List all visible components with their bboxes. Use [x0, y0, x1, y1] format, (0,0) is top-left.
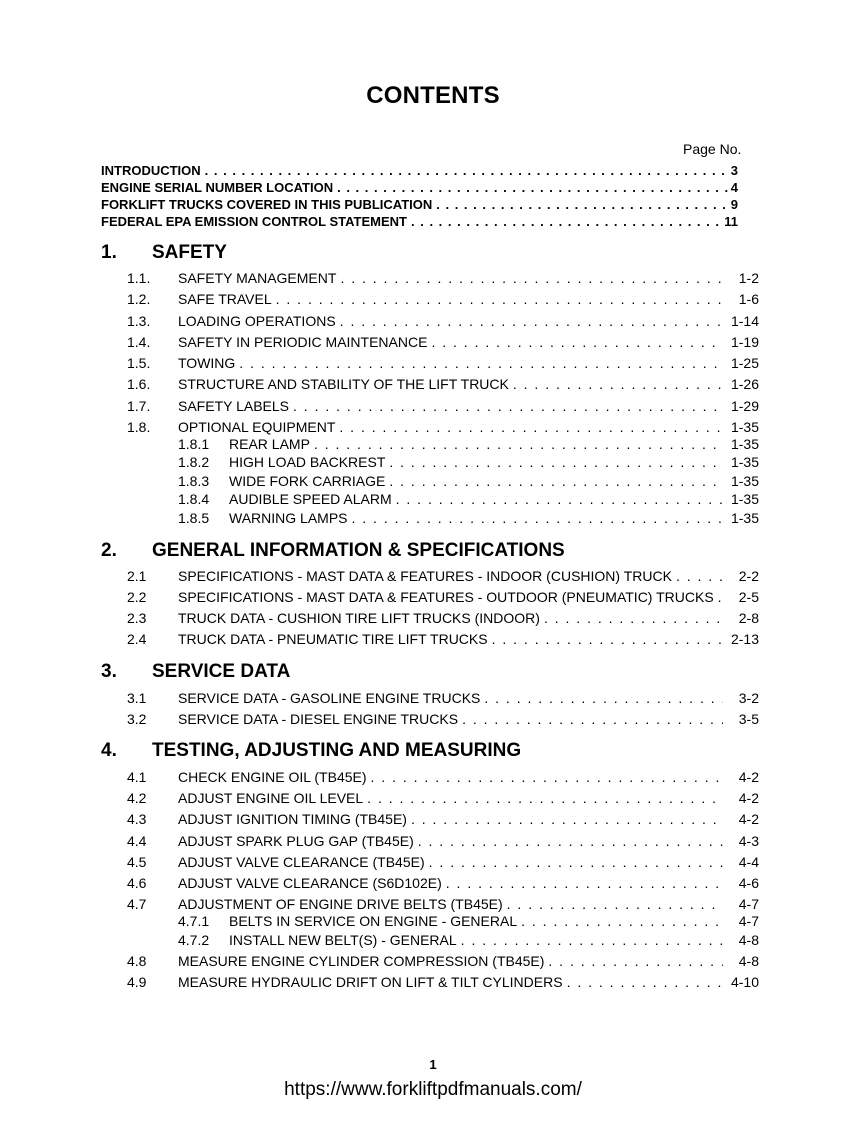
entry-page: 4-8	[738, 953, 759, 969]
section-title: TESTING, ADJUSTING AND MEASURING	[152, 740, 522, 761]
dot-leader	[446, 875, 723, 891]
entry-number: 1.3.	[127, 313, 151, 329]
entry-page: 1-35	[730, 419, 759, 435]
entry-number: 1.8.3	[178, 473, 210, 489]
toc-entry-page: 3	[730, 163, 738, 178]
entry-number: 3.1	[127, 690, 147, 706]
section-title: SAFETY	[152, 242, 227, 263]
toc-entry[interactable]	[127, 769, 759, 787]
dot-leader	[314, 436, 723, 452]
entry-label: ADJUST VALVE CLEARANCE (TB45E)	[178, 854, 425, 870]
entry-page: 1-6	[738, 291, 759, 307]
toc-subentry[interactable]	[178, 473, 759, 491]
entry-page: 4-3	[738, 833, 759, 849]
entry-page: 1-26	[730, 376, 759, 392]
dot-leader	[411, 213, 722, 230]
entry-page: 4-4	[738, 854, 759, 870]
toc-entry-label: ENGINE SERIAL NUMBER LOCATION	[101, 180, 334, 195]
toc-entry[interactable]	[127, 376, 759, 394]
entry-label: ADJUSTMENT OF ENGINE DRIVE BELTS (TB45E)	[178, 896, 503, 912]
entry-label: BELTS IN SERVICE ON ENGINE - GENERAL	[229, 913, 518, 929]
toc-entry[interactable]	[127, 398, 759, 416]
entry-page: 1-35	[730, 510, 759, 526]
section-heading-testing-adjusting[interactable]	[101, 740, 521, 762]
toc-entry[interactable]	[127, 355, 759, 373]
page-number: 1	[429, 1057, 437, 1072]
entry-number: 1.5.	[127, 355, 151, 371]
dot-leader	[544, 610, 723, 626]
dot-leader	[389, 473, 723, 489]
dot-leader	[418, 833, 723, 849]
entry-label: ADJUST ENGINE OIL LEVEL	[178, 790, 364, 806]
section-title: SERVICE DATA	[152, 661, 291, 682]
entry-label: SAFETY IN PERIODIC MAINTENANCE	[178, 334, 428, 350]
entry-label: TRUCK DATA - CUSHION TIRE LIFT TRUCKS (INDOOR)	[178, 610, 540, 626]
toc-subentry[interactable]	[178, 913, 759, 931]
entry-label: TRUCK DATA - PNEUMATIC TIRE LIFT TRUCKS	[178, 631, 488, 647]
entry-number: 1.7.	[127, 398, 151, 414]
toc-entry[interactable]	[127, 313, 759, 331]
entry-label: SAFETY LABELS	[178, 398, 290, 414]
entry-page: 4-8	[738, 932, 759, 948]
dot-leader	[461, 932, 723, 948]
entry-number: 1.2.	[127, 291, 151, 307]
entry-number: 1.8.4	[178, 491, 210, 507]
entry-label: SPECIFICATIONS - MAST DATA & FEATURES - INDOOR (CUSHION) TRUCK	[178, 568, 672, 584]
section-number: 4.	[101, 740, 117, 761]
dot-leader	[676, 568, 723, 584]
dot-leader	[431, 334, 723, 350]
entry-page: 4-2	[738, 769, 759, 785]
toc-entry[interactable]	[127, 974, 759, 992]
entry-number: 1.8.2	[178, 454, 210, 470]
entry-label: REAR LAMP	[229, 436, 310, 452]
entry-page: 4-10	[730, 974, 759, 990]
entry-page: 4-7	[738, 896, 759, 912]
toc-entry-forklift-trucks[interactable]	[101, 196, 738, 213]
entry-page: 1-14	[730, 313, 759, 329]
toc-entry[interactable]	[127, 833, 759, 851]
dot-leader	[339, 419, 723, 435]
entry-page: 2-5	[738, 589, 759, 605]
entry-number: 4.5	[127, 854, 147, 870]
dot-leader	[436, 196, 729, 213]
entry-page: 1-35	[730, 454, 759, 470]
toc-entry[interactable]	[127, 690, 759, 708]
entry-label: ADJUST VALVE CLEARANCE (S6D102E)	[178, 875, 442, 891]
toc-entry[interactable]	[127, 270, 759, 288]
entry-number: 4.6	[127, 875, 147, 891]
toc-entry[interactable]	[127, 610, 759, 628]
dot-leader	[367, 790, 723, 806]
toc-entry-page: 11	[724, 214, 738, 229]
entry-label: OPTIONAL EQUIPMENT	[178, 419, 336, 435]
toc-subentry[interactable]	[178, 510, 759, 528]
entry-page: 1-2	[738, 270, 759, 286]
entry-label: ADJUST SPARK PLUG GAP (TB45E)	[178, 833, 414, 849]
entry-page: 1-19	[730, 334, 759, 350]
entry-label: SAFETY MANAGEMENT	[178, 270, 337, 286]
toc-subentry[interactable]	[178, 454, 759, 472]
entry-number: 2.1	[127, 568, 147, 584]
entry-page: 1-25	[730, 355, 759, 371]
entry-number: 1.6.	[127, 376, 151, 392]
entry-label: LOADING OPERATIONS	[178, 313, 336, 329]
entry-number: 1.8.	[127, 419, 151, 435]
section-heading-service-data[interactable]	[101, 661, 290, 683]
entry-number: 4.3	[127, 811, 147, 827]
entry-label: SERVICE DATA - DIESEL ENGINE TRUCKS	[178, 711, 459, 727]
toc-entry[interactable]	[127, 419, 759, 437]
dot-leader	[293, 398, 723, 414]
section-heading-general-information[interactable]	[101, 540, 565, 562]
entry-page: 4-2	[738, 811, 759, 827]
dot-leader	[492, 631, 723, 647]
entry-number: 4.9	[127, 974, 147, 990]
entry-label: SAFE TRAVEL	[178, 291, 272, 307]
entry-number: 4.7.2	[178, 932, 210, 948]
dot-leader	[340, 270, 723, 286]
toc-entry[interactable]	[127, 589, 759, 607]
entry-label: WIDE FORK CARRIAGE	[229, 473, 386, 489]
entry-page: 4-7	[738, 913, 759, 929]
entry-page: 1-29	[730, 398, 759, 414]
toc-subentry[interactable]	[178, 436, 759, 454]
entry-number: 4.1	[127, 769, 147, 785]
toc-entry-introduction[interactable]	[101, 162, 738, 179]
entry-number: 4.8	[127, 953, 147, 969]
dot-leader	[205, 162, 729, 179]
entry-label: SERVICE DATA - GASOLINE ENGINE TRUCKS	[178, 690, 481, 706]
entry-page: 4-6	[738, 875, 759, 891]
toc-entry[interactable]	[127, 711, 759, 729]
dot-leader	[340, 313, 723, 329]
entry-label: MEASURE HYDRAULIC DRIFT ON LIFT & TILT CYLINDERS	[178, 974, 563, 990]
entry-label: ADJUST IGNITION TIMING (TB45E)	[178, 811, 407, 827]
toc-entry[interactable]	[127, 875, 759, 893]
toc-entry[interactable]	[127, 568, 759, 586]
entry-page: 1-35	[730, 473, 759, 489]
toc-entry-label: FORKLIFT TRUCKS COVERED IN THIS PUBLICATION	[101, 197, 433, 212]
dot-leader	[462, 711, 723, 727]
toc-subentry[interactable]	[178, 932, 759, 950]
dot-leader	[513, 376, 723, 392]
entry-page: 4-2	[738, 790, 759, 806]
entry-page: 1-35	[730, 491, 759, 507]
entry-page: 1-35	[730, 436, 759, 452]
entry-label: STRUCTURE AND STABILITY OF THE LIFT TRUCK	[178, 376, 509, 392]
toc-entry[interactable]	[127, 631, 759, 649]
entry-number: 4.7.1	[178, 913, 210, 929]
entry-number: 2.4	[127, 631, 147, 647]
toc-entry[interactable]	[127, 953, 759, 971]
section-number: 2.	[101, 540, 117, 561]
dot-leader	[567, 974, 723, 990]
entry-page: 2-13	[730, 631, 759, 647]
toc-entry[interactable]	[127, 854, 759, 872]
entry-label: CHECK ENGINE OIL (TB45E)	[178, 769, 367, 785]
entry-number: 4.2	[127, 790, 147, 806]
dot-leader	[429, 854, 723, 870]
toc-entry-label: INTRODUCTION	[101, 163, 201, 178]
entry-number: 3.2	[127, 711, 147, 727]
toc-entry[interactable]	[127, 896, 759, 914]
section-title: GENERAL INFORMATION & SPECIFICATIONS	[152, 540, 565, 561]
section-number: 1.	[101, 242, 117, 263]
toc-entry-epa-statement[interactable]	[101, 213, 738, 230]
entry-label: AUDIBLE SPEED ALARM	[229, 491, 392, 507]
section-heading-safety[interactable]	[101, 242, 227, 264]
dot-leader	[521, 913, 723, 929]
toc-entry-label: FEDERAL EPA EMISSION CONTROL STATEMENT	[101, 214, 407, 229]
dot-leader	[396, 491, 723, 507]
dot-leader	[507, 896, 723, 912]
toc-entry-page: 4	[730, 180, 738, 195]
toc-entry[interactable]	[127, 811, 759, 829]
page-no-column-label: Page No.	[683, 141, 742, 157]
entry-number: 1.8.1	[178, 436, 210, 452]
entry-number: 2.3	[127, 610, 147, 626]
dot-leader	[484, 690, 723, 706]
entry-page: 2-8	[738, 610, 759, 626]
toc-entry[interactable]	[127, 334, 759, 352]
toc-entry[interactable]	[127, 790, 759, 808]
dot-leader	[718, 589, 729, 605]
entry-label: INSTALL NEW BELT(S) - GENERAL	[229, 932, 457, 948]
dot-leader	[276, 291, 723, 307]
dot-leader	[548, 953, 723, 969]
entry-page: 2-2	[738, 568, 759, 584]
toc-subentry[interactable]	[178, 491, 759, 509]
toc-entry-page: 9	[730, 197, 738, 212]
entry-label: WARNING LAMPS	[229, 510, 348, 526]
footer-url-link[interactable]: https://www.forkliftpdfmanuals.com/	[284, 1079, 582, 1100]
page-title: CONTENTS	[366, 82, 500, 109]
dot-leader	[411, 811, 723, 827]
entry-number: 1.8.5	[178, 510, 210, 526]
dot-leader	[337, 179, 729, 196]
entry-number: 4.4	[127, 833, 147, 849]
dot-leader	[239, 355, 723, 371]
entry-label: TOWING	[178, 355, 236, 371]
entry-label: SPECIFICATIONS - MAST DATA & FEATURES - OUTDOOR (PNEUMATIC) TRUCKS	[178, 589, 714, 605]
entry-page: 3-2	[738, 690, 759, 706]
dot-leader	[352, 510, 724, 526]
entry-page: 3-5	[738, 711, 759, 727]
section-number: 3.	[101, 661, 117, 682]
toc-entry-engine-serial[interactable]	[101, 179, 738, 196]
toc-entry[interactable]	[127, 291, 759, 309]
entry-number: 2.2	[127, 589, 147, 605]
entry-number: 4.7	[127, 896, 147, 912]
entry-label: MEASURE ENGINE CYLINDER COMPRESSION (TB45E)	[178, 953, 545, 969]
entry-label: HIGH LOAD BACKREST	[229, 454, 386, 470]
dot-leader	[389, 454, 723, 470]
entry-number: 1.1.	[127, 270, 151, 286]
entry-number: 1.4.	[127, 334, 151, 350]
front-matter-list	[101, 162, 738, 230]
dot-leader	[371, 769, 723, 785]
